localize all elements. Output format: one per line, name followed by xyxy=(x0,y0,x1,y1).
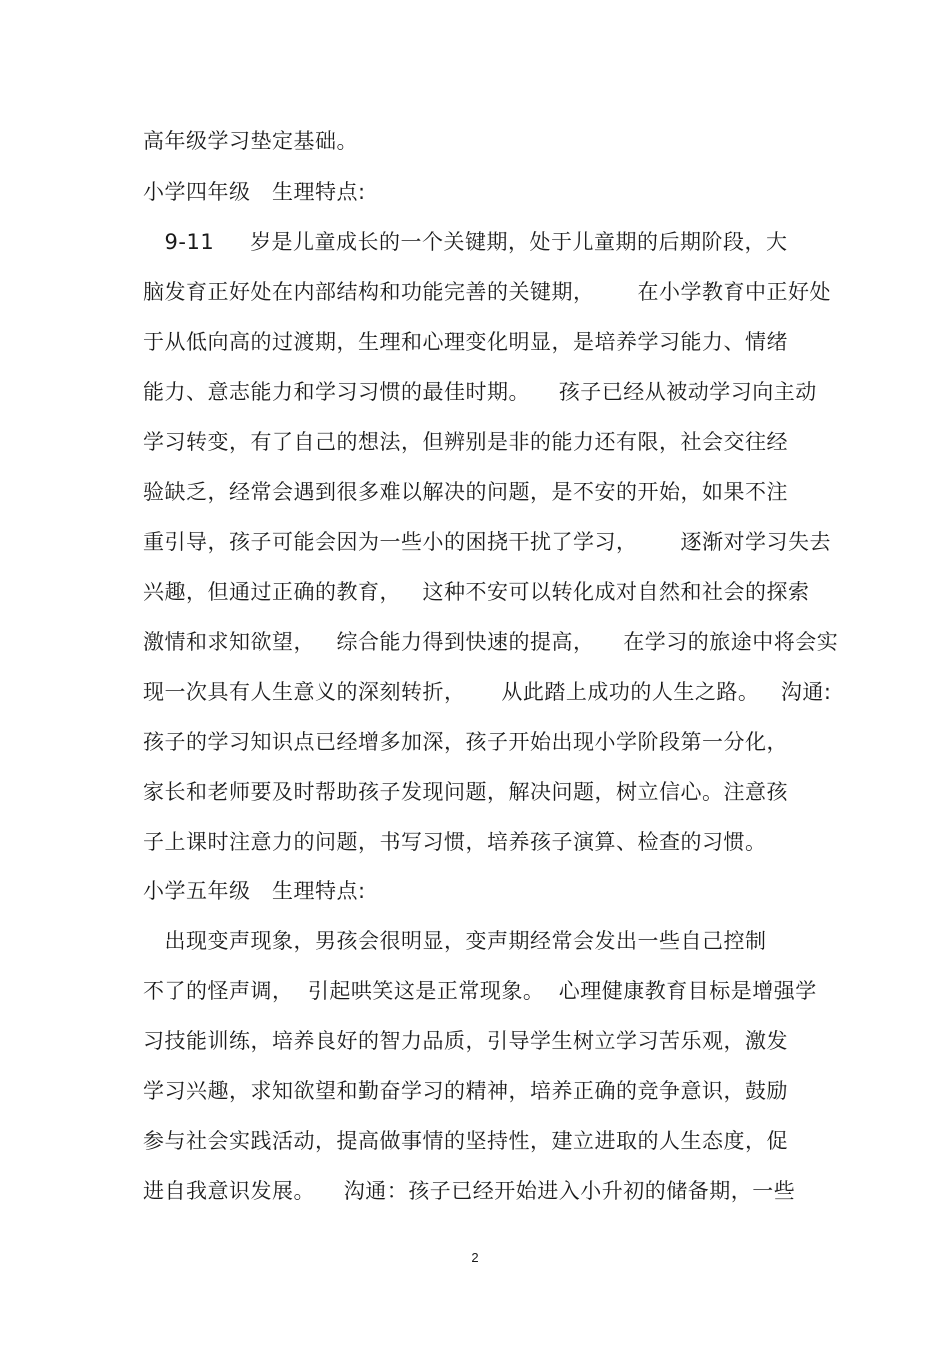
text-line: 验缺乏，经常会遇到很多难以解决的问题，是不安的开始，如果不注 xyxy=(143,480,788,504)
text-line: 脑发育正好处在内部结构和功能完善的关键期， 在小学教育中正好处 xyxy=(143,280,832,304)
section-heading: 小学五年级 生理特点: xyxy=(143,879,366,903)
text-line: 孩子的学习知识点已经增多加深，孩子开始出现小学阶段第一分化， xyxy=(143,730,788,754)
text-line: 不了的怪声调， 引起哄笑这是正常现象。 心理健康教育目标是增强学 xyxy=(143,979,817,1003)
text-line: 进自我意识发展。 沟通：孩子已经开始进入小升初的储备期，一些 xyxy=(143,1179,796,1203)
text-line: 重引导，孩子可能会因为一些小的困挠干扰了学习， 逐渐对学习失去 xyxy=(143,530,832,554)
text-line: 参与社会实践活动，提高做事情的坚持性，建立进取的人生态度，促 xyxy=(143,1129,788,1153)
text-line: 高年级学习垫定基础。 xyxy=(143,129,358,153)
text-line: 学习兴趣，求知欲望和勤奋学习的精神，培养正确的竞争意识，鼓励 xyxy=(143,1079,788,1103)
text-line: 习技能训练，培养良好的智力品质，引导学生树立学习苦乐观，激发 xyxy=(143,1029,788,1053)
page-number: 2 xyxy=(471,1250,479,1265)
text-line: 兴趣，但通过正确的教育， 这种不安可以转化成对自然和社会的探索 xyxy=(143,580,810,604)
text-line: 9-11 岁是儿童成长的一个关键期，处于儿童期的后期阶段，大 xyxy=(143,230,788,254)
text-line: 家长和老师要及时帮助孩子发现问题，解决问题，树立信心。注意孩 xyxy=(143,780,788,804)
section-heading: 小学四年级 生理特点: xyxy=(143,180,366,204)
text-line: 激情和求知欲望， 综合能力得到快速的提高， 在学习的旅途中将会实 xyxy=(143,630,839,654)
text-line: 现一次具有人生意义的深刻转折， 从此踏上成功的人生之路。 沟通: xyxy=(143,680,832,704)
text-line: 学习转变，有了自己的想法，但辨别是非的能力还有限，社会交往经 xyxy=(143,430,788,454)
text-line: 于从低向高的过渡期，生理和心理变化明显，是培养学习能力、情绪 xyxy=(143,330,788,354)
text-line: 出现变声现象，男孩会很明显，变声期经常会发出一些自己控制 xyxy=(143,929,767,953)
text-line: 能力、意志能力和学习习惯的最佳时期。 孩子已经从被动学习向主动 xyxy=(143,380,817,404)
text-line: 子上课时注意力的问题，书写习惯，培养孩子演算、检查的习惯。 xyxy=(143,830,767,854)
